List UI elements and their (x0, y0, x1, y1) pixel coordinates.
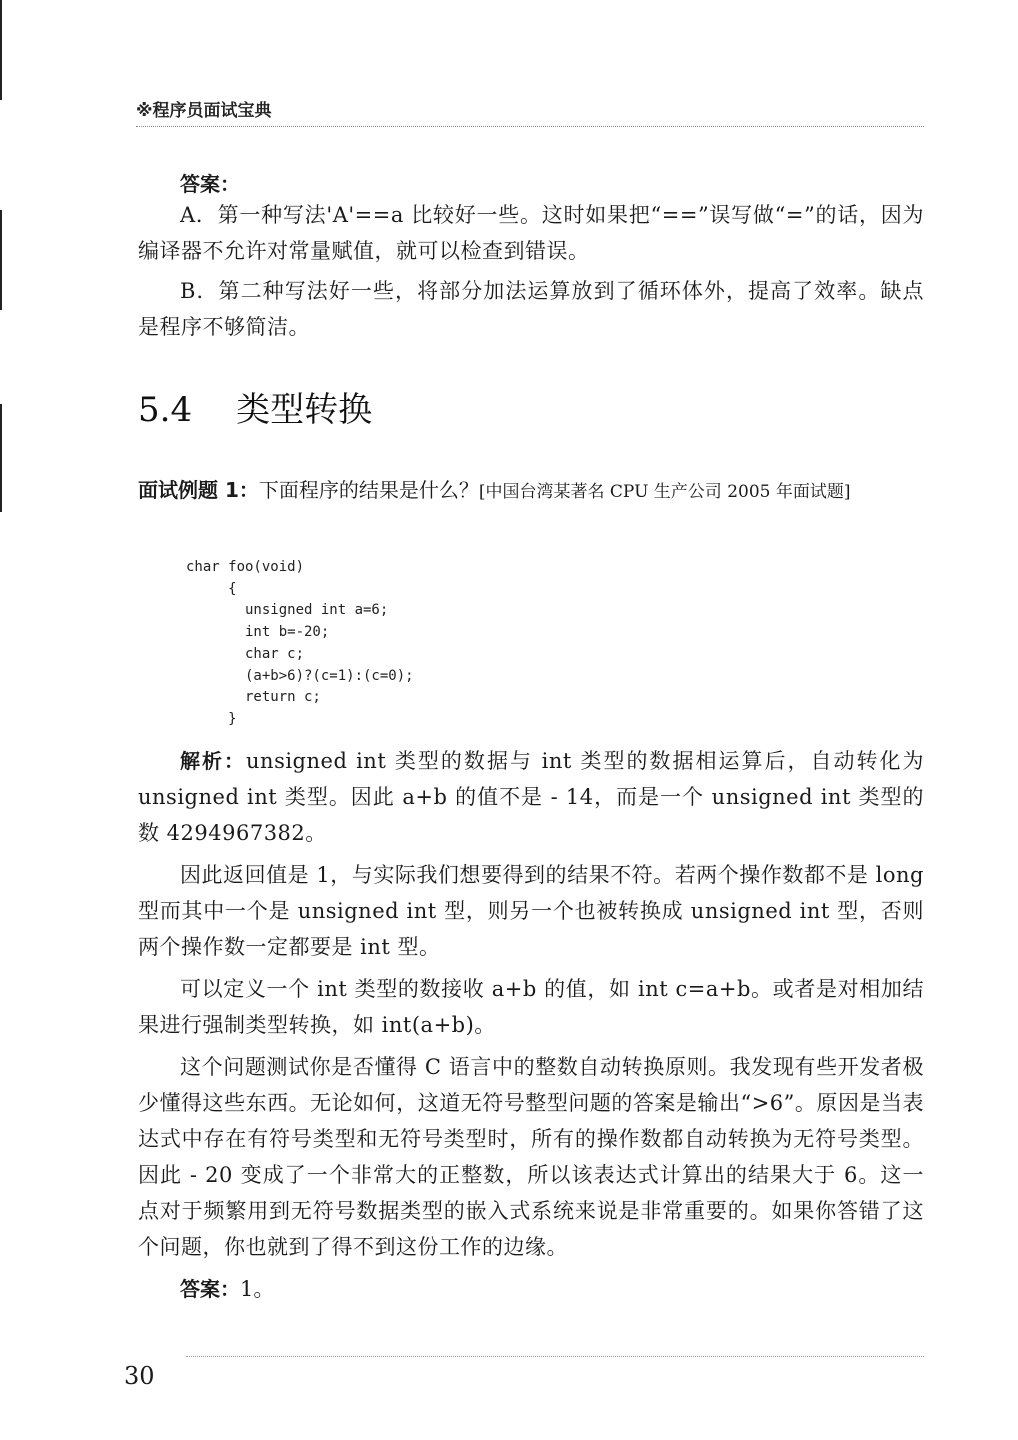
page-edge-line-lower (0, 404, 2, 512)
analysis-first-text: unsigned int 类型的数据与 int 类型的数据相运算后，自动转化为 unsigned int 类型。因此 a+b 的值不是 - 14，而是一个 unsigned int 类型的数 4294967382。 (138, 749, 924, 845)
answer-heading-label: 答案： (180, 172, 240, 196)
section-number: 5.4 (138, 390, 193, 430)
footer-rule (186, 1356, 924, 1357)
question-label: 面试例题 1： (138, 478, 259, 502)
header-rule (136, 126, 924, 127)
interview-question (138, 472, 924, 510)
page-edge-line-top (0, 0, 2, 100)
analysis-paragraph: 可以定义一个 int 类型的数接收 a+b 的值，如 int c=a+b。或者是对相加结果进行强制类型转换，如 int(a+b)。 (138, 977, 924, 1037)
answer-section (138, 168, 924, 345)
final-answer-value: 1。 (240, 1277, 275, 1301)
analysis-paragraph-first (138, 743, 924, 851)
code-line: unsigned int a=6; (186, 602, 389, 619)
analysis-paragraph: 因此返回值是 1，与实际我们想要得到的结果不符。若两个操作数都不是 long 型而其中一个是 unsigned int 型，则另一个也被转换成 unsigned int 型，否则两个操作数一定都要是 int 型。 (138, 863, 924, 959)
code-line: { (186, 580, 237, 597)
answer-paragraph-a: A．第一种写法'A'==a 比较好一些。这时如果把“==”误写做“=”的话，因为编译器不允许对常量赋值，就可以检查到错误。 (138, 203, 924, 263)
code-line: char foo(void) (186, 559, 305, 575)
analysis-label: 解析： (180, 749, 247, 773)
section-title: 类型转换 (236, 390, 373, 430)
code-line: char c; (186, 645, 305, 662)
page-edge-line-middle (0, 210, 2, 310)
question-text: 下面程序的结果是什么？ (258, 478, 479, 502)
final-answer (138, 1271, 924, 1307)
answer-paragraph-b: B．第二种写法好一些，将部分加法运算放到了循环体外，提高了效率。缺点是程序不够简洁。 (138, 279, 924, 339)
code-line: int b=-20; (186, 624, 330, 641)
page-number: 30 (124, 1362, 155, 1390)
analysis-section (138, 743, 924, 1307)
running-header: ※程序员面试宝典 (136, 101, 272, 121)
section-heading (138, 382, 372, 431)
question-source: [中国台湾某著名 CPU 生产公司 2005 年面试题] (478, 482, 851, 502)
code-line: return c; (186, 689, 321, 706)
code-block (186, 557, 414, 731)
analysis-paragraph: 这个问题测试你是否懂得 C 语言中的整数自动转换原则。我发现有些开发者极少懂得这些东西。无论如何，这道无符号整型问题的答案是输出“>6”。原因是当表达式中存在有符号类型和无符号类型时，所有的操作数都自动转换为无符号类型。因此 - 20 变成了一个非常大的正整数，所以该表达式计算出的结果大于 6。这一点对于频繁用到无符号数据类型的嵌入式系统来说是非常重要的。如果你答错了这个问题，你也就到了得不到这份工作的边缘。 (138, 1055, 924, 1259)
answer-heading (138, 168, 924, 197)
code-line: (a+b>6)?(c=1):(c=0); (186, 667, 414, 684)
code-line: } (186, 710, 237, 727)
final-answer-label: 答案： (180, 1277, 240, 1301)
